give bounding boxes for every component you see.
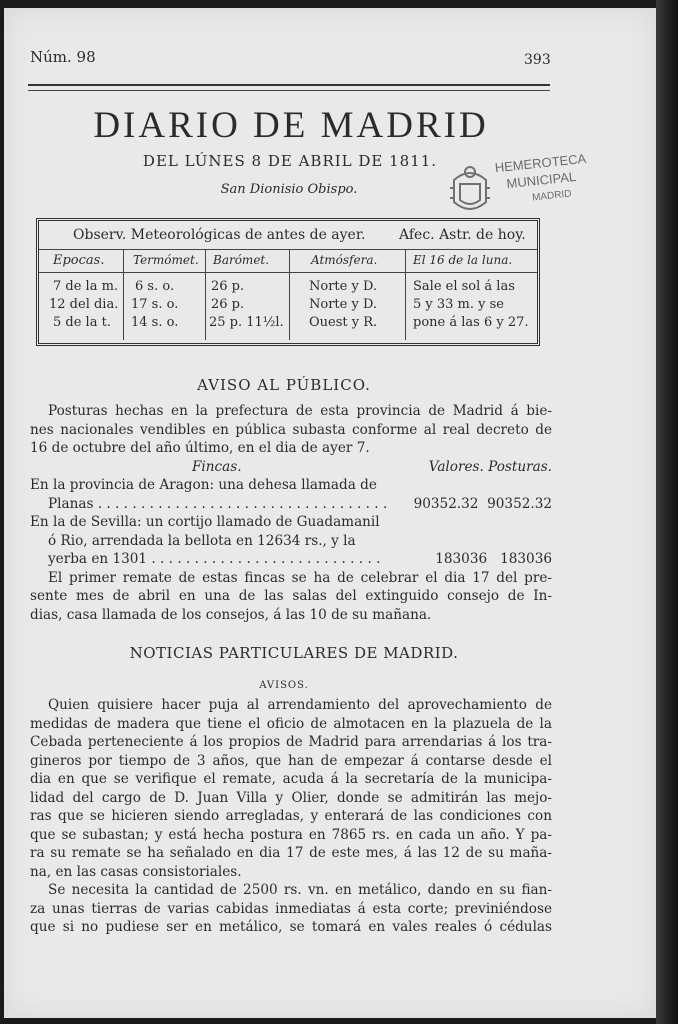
weather-column-headers	[39, 250, 537, 273]
columns-header	[30, 458, 552, 477]
text-line: medidas de madera que tiene el oficio de almotacen en la plazuela de la	[30, 715, 552, 732]
col-valores: Valores. Posturas.	[428, 458, 552, 475]
text-line: En la de Sevilla: un cortijo llamado de Guadamanil	[30, 514, 380, 530]
atmos-1: Norte y D.	[309, 279, 378, 294]
astro-title: Afec. Astr. de hoy.	[399, 227, 526, 243]
finca-values	[435, 550, 552, 569]
col-epocas: Epocas.	[53, 253, 105, 268]
date-line: DEL LÚNES 8 DE ABRIL DE 1811.	[142, 152, 438, 170]
text-line: nes nacionales vendibles en pública subasta conforme al real decreto de	[30, 421, 552, 438]
finca-postura: 90352.32	[487, 495, 552, 512]
finca-valor: 183036	[435, 551, 488, 567]
col-luna: El 16 de la luna.	[413, 253, 513, 267]
col-divider	[405, 250, 406, 340]
text-line: dias, casa llamada de los consejos, á las 10 de su mañana.	[30, 606, 432, 623]
stamp-line-3: MADRID	[531, 188, 573, 204]
text-line: En la provincia de Aragon: una dehesa llamada de	[30, 477, 377, 493]
astro-line-2: 5 y 33 m. y se	[413, 297, 504, 312]
atmos-3: Ouest y R.	[309, 315, 378, 330]
finca-label: yerba en 1301 . . . . . . . . . . . . . . . . . . . . . . . . . . .	[48, 551, 381, 567]
baro-1: 26 p.	[211, 279, 245, 294]
header-rule	[28, 84, 550, 86]
text-line: que si no pudiese ser en metálico, se tomará en vales reales ó cédulas	[30, 919, 552, 935]
weather-table	[36, 218, 540, 346]
finca-postura: 183036	[500, 551, 552, 567]
weather-title: Observ. Meteorológicas de antes de ayer.	[73, 227, 366, 243]
col-divider	[289, 250, 290, 340]
text-line: Cebada perteneciente á los propios de Madrid para arrendarias á los tra-	[30, 734, 552, 750]
text-line: dia en que se verifique el remate, acuda á la secretaría de la municipa-	[30, 771, 552, 787]
text-line: Posturas hechas en la prefectura de esta provincia de Madrid á bie-	[48, 403, 552, 419]
library-stamp	[488, 146, 623, 210]
finca-values	[414, 495, 552, 514]
newspaper-page	[4, 8, 656, 1018]
epoch-3: 5 de la t.	[53, 315, 111, 330]
text-line: 16 de octubre del año último, en el dia de ayer 7.	[30, 440, 370, 456]
aviso-heading: AVISO AL PÚBLICO.	[197, 376, 371, 394]
text-line: ó Rio, arrendada la bellota en 12634 rs., y la	[48, 532, 356, 549]
astro-line-1: Sale el sol á las	[413, 279, 515, 294]
baro-2: 26 p.	[211, 297, 245, 312]
col-barometro: Barómet.	[213, 253, 270, 267]
text-line: lidad del cargo de D. Juan Villa y Olier, donde se admitirán las mejo-	[30, 789, 552, 806]
epoch-1: 7 de la m.	[53, 279, 119, 294]
text-line: ra su remate se ha señalado en dia 17 de este mes, á las 12 de su maña-	[30, 845, 552, 861]
stamp-line-2: MUNICIPAL	[505, 168, 577, 192]
col-termometro: Termómet.	[133, 253, 199, 267]
therm-1: 6 s. o.	[135, 279, 175, 294]
finca-valor: 90352.32	[413, 495, 479, 512]
finca-label: Planas . . . . . . . . . . . . . . . . . . . . . . . . . . . . . . . . . .	[48, 495, 388, 512]
astro-line-3: pone á las 6 y 27.	[413, 315, 529, 330]
aviso-section	[30, 402, 552, 624]
text-line: El primer remate de estas fincas se ha de celebrar el dia 17 del pre-	[48, 569, 552, 586]
text-line: Quien quisiere hacer puja al arrendamiento del aprovechamiento de	[48, 697, 552, 713]
text-line: gineros por tiempo de 3 años, que han de empezar á contarse desde el	[30, 752, 552, 769]
issue-number: Núm. 98	[30, 48, 96, 66]
page-number: 393	[524, 52, 551, 68]
masthead-title: DIARIO DE MADRID	[93, 105, 489, 146]
finca-row	[30, 550, 552, 569]
stamp-line-1: HEMEROTECA	[494, 150, 587, 176]
page-edge-shadow	[656, 0, 678, 1024]
text-line: Se necesita la cantidad de 2500 rs. vn. en metálico, dando en su fian-	[48, 882, 552, 898]
saint-of-day: San Dionisio Obispo.	[220, 182, 358, 197]
text-line: sente mes de abril en una de las salas del extinguido consejo de In-	[30, 588, 552, 604]
weather-table-header	[39, 221, 537, 250]
text-line: ras que se hicieren siendo arregladas, y enterará de las condiciones con	[30, 808, 552, 824]
therm-3: 14 s. o.	[131, 315, 179, 330]
col-divider	[205, 250, 206, 340]
col-divider	[123, 250, 124, 340]
text-line: na, en las casas consistoriales.	[30, 863, 242, 880]
finca-row	[30, 495, 552, 514]
therm-2: 17 s. o.	[131, 297, 179, 312]
col-atmosfera: Atmósfera.	[311, 253, 378, 267]
text-line: que se subastan; y está hecha postura en 7865 rs. en cada un año. Y pa-	[30, 826, 552, 843]
header-rule-thin	[28, 90, 550, 91]
atmos-2: Norte y D.	[309, 297, 378, 312]
avisos-subheading: AVISOS.	[259, 680, 309, 691]
baro-3: 25 p. 11½l.	[209, 315, 284, 330]
noticias-heading: NOTICIAS PARTICULARES DE MADRID.	[129, 644, 459, 662]
epoch-2: 12 del dia.	[49, 297, 119, 312]
noticias-section	[30, 696, 552, 937]
text-line: za unas tierras de varias cabidas inmediatas á esta corte; previniéndose	[30, 900, 552, 917]
col-fincas: Fincas.	[192, 458, 242, 475]
